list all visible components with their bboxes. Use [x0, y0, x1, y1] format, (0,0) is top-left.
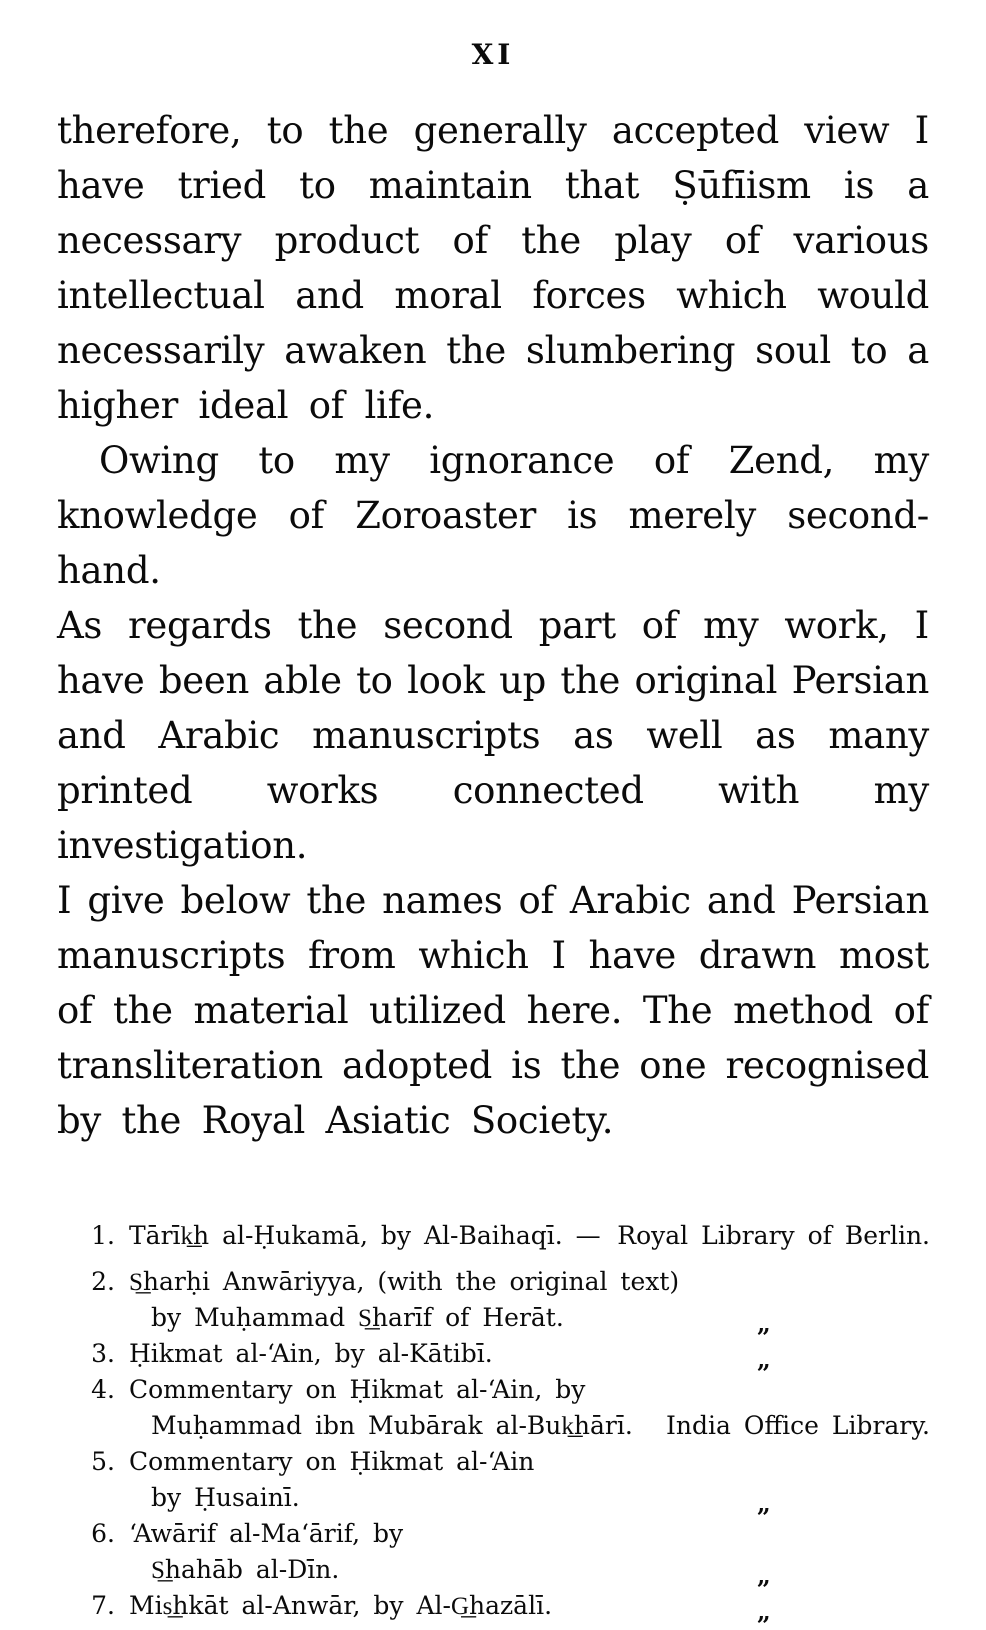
list-item — [85, 1218, 930, 1254]
list-item-text: Muḥammad ibn Mubārak al-Buk͟hārī. — [151, 1411, 633, 1440]
list-item-continuation — [85, 1408, 930, 1444]
list-item-number: 5. — [91, 1447, 115, 1476]
text-line: Owing to my ignorance of Zend, my — [99, 439, 929, 482]
list-item-text: ʻAwārif al-Maʻārif, by — [129, 1519, 404, 1548]
list-item-number: 2. — [91, 1267, 115, 1296]
list-item — [85, 1444, 930, 1480]
list-item-continuation — [85, 1300, 930, 1336]
library-name: Royal Library of Berlin. — [617, 1221, 930, 1250]
list-item-text: Mis͟hkāt al-Anwār, by Al-G͟hazālī. — [129, 1591, 553, 1620]
text-line: necessarily awaken the slumbering soul to a — [57, 329, 929, 372]
list-item — [85, 1264, 930, 1300]
text-line: knowledge of Zoroaster is merely second-hand. — [57, 494, 929, 592]
list-item — [85, 1588, 930, 1624]
text-line: necessary product of the play of various — [57, 219, 929, 262]
list-item-text: Tārīk͟h al-Ḥukamā, by Al-Baihaqī. — — [129, 1221, 601, 1250]
list-item-left — [85, 1218, 601, 1254]
text-line: printed works connected with my investigation. — [57, 769, 929, 867]
list-item — [85, 1372, 930, 1408]
text-line: higher ideal of life. — [57, 384, 435, 427]
ditto-mark: „ — [757, 1597, 771, 1626]
text-line: manuscripts from which I have drawn most — [57, 934, 929, 977]
list-item-continuation — [85, 1552, 930, 1588]
list-item-number: 7. — [91, 1591, 115, 1620]
manuscript-list — [85, 1218, 930, 1624]
text-line: transliteration adopted is the one recognised — [57, 1044, 929, 1087]
text-line: As regards the second part of my work, I — [57, 604, 929, 647]
page-number: XI — [471, 38, 515, 71]
text-line: I give below the names of Arabic and Persian — [57, 879, 929, 922]
text-line: and Arabic manuscripts as well as many — [57, 714, 929, 757]
paragraph — [57, 103, 929, 433]
list-item-text: Commentary on Ḥikmat al-ʻAin — [129, 1447, 535, 1476]
text-line: of the material utilized here. The method of — [57, 989, 929, 1032]
list-item-text: S͟harḥi Anwāriyya, (with the original text) — [129, 1267, 680, 1296]
list-item — [85, 1516, 930, 1552]
paragraph — [57, 433, 929, 1148]
body-text — [57, 103, 929, 1148]
ditto-mark: „ — [757, 1345, 771, 1374]
text-line: have tried to maintain that Ṣūfīism is a — [57, 164, 929, 207]
list-item-number: 3. — [91, 1339, 115, 1368]
list-item — [85, 1336, 930, 1372]
list-item-number: 1. — [91, 1221, 115, 1250]
text-line: have been able to look up the original Persian — [57, 659, 929, 702]
ditto-mark: „ — [757, 1561, 771, 1590]
list-item-number: 4. — [91, 1375, 115, 1404]
ditto-mark: „ — [757, 1309, 771, 1338]
list-item-number: 6. — [91, 1519, 115, 1548]
list-item-text: by Ḥusainī. — [151, 1483, 300, 1512]
text-line: by the Royal Asiatic Society. — [57, 1099, 614, 1142]
text-line: therefore, to the generally accepted view I — [57, 109, 929, 152]
list-item-continuation — [85, 1480, 930, 1516]
list-item-text: Ḥikmat al-ʻAin, by al-Kātibī. — [129, 1339, 493, 1368]
ditto-mark: „ — [757, 1489, 771, 1518]
list-item-text: by Muḥammad S͟harīf of Herāt. — [151, 1303, 564, 1332]
list-item-text: Commentary on Ḥikmat al-ʻAin, by — [129, 1375, 586, 1404]
text-line: intellectual and moral forces which would — [57, 274, 929, 317]
list-item-text: S͟hahāb al-Dīn. — [151, 1555, 340, 1584]
library-name: India Office Library. — [666, 1411, 930, 1440]
